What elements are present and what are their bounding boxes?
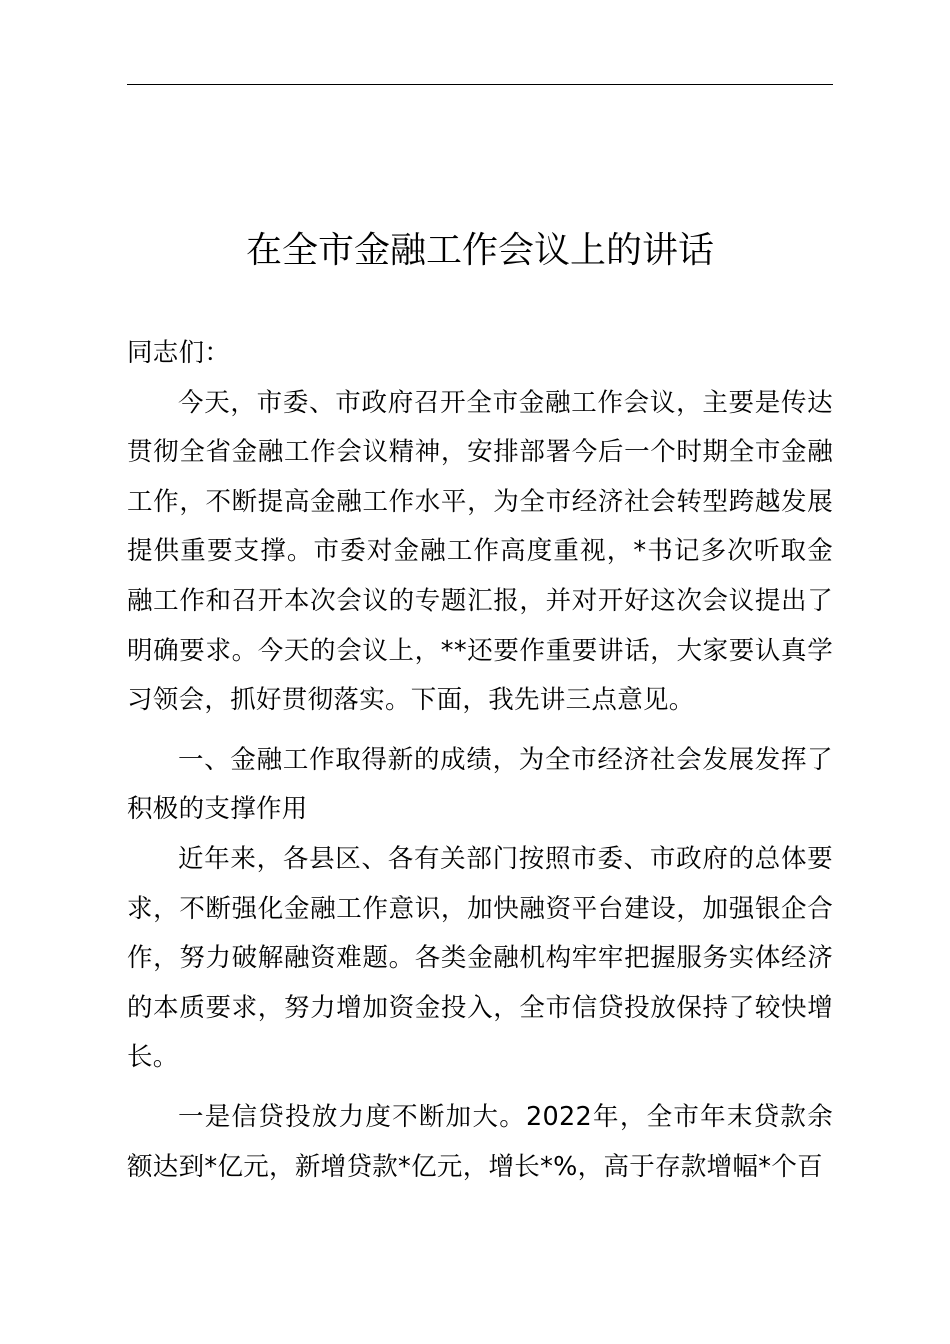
paragraph-opening: 今天，市委、市政府召开全市金融工作会议，主要是传达贯彻全省金融工作会议精神，安排部署今后一个时期全市金融工作，不断提高金融工作水平，为全市经济社会转型跨越发展提供重要支撑。市委对金融工作高度重视，*书记多次听取金融工作和召开本次会议的专题汇报，并对开好这次会议提出了明确要求。今天的会议上，**还要作重要讲话，大家要认真学习领会，抓好贯彻落实。下面，我先讲三点意见。 (127, 387, 833, 716)
section-heading-1: 一、金融工作取得新的成绩，为全市经济社会发展发挥了积极的支撑作用 (127, 744, 833, 825)
salutation: 同志们： (127, 338, 231, 368)
header-rule (127, 84, 833, 85)
paragraph-overview: 近年来，各县区、各有关部门按照市委、市政府的总体要求，不断强化金融工作意识，加快融资平台建设，加强银企合作，努力破解融资难题。各类金融机构牢牢把握服务实体经济的本质要求，努力增加资金投入，全市信贷投放保持了较快增长。 (127, 843, 833, 1073)
document-title: 在全市金融工作会议上的讲话 (245, 230, 714, 271)
paragraph-credit: 一是信贷投放力度不断加大。2022年，全市年末贷款余额达到*亿元，新增贷款*亿元，增长*%，高于存款增幅*个百 (127, 1101, 833, 1182)
document-body (127, 329, 833, 1192)
